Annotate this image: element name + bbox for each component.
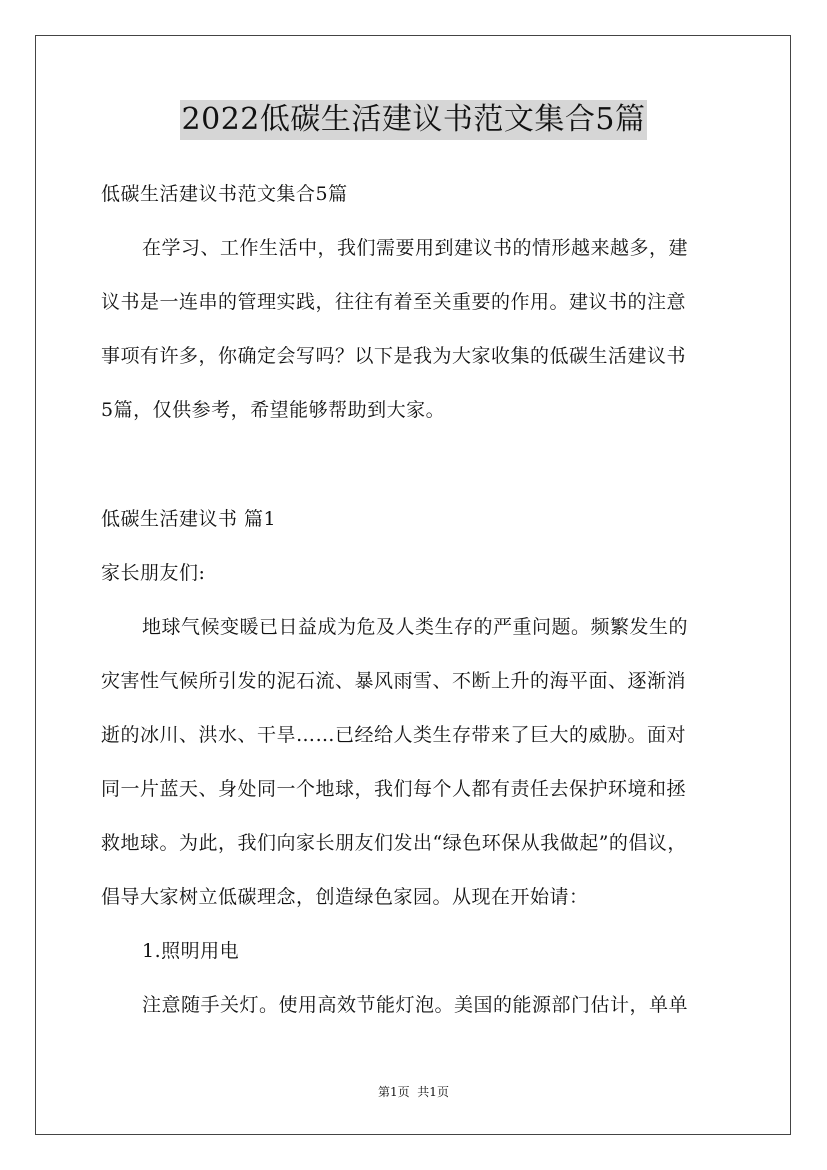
salutation: 家长朋友们: [101, 562, 206, 584]
paragraph-line: 注意随手关灯。使用高效节能灯泡。美国的能源部门估计，单单 [142, 994, 689, 1016]
paragraph-line: 事项有许多，你确定会写吗？以下是我为大家收集的低碳生活建议书 [101, 345, 687, 367]
paragraph-line: 灾害性气候所引发的泥石流、暴风雨雪、不断上升的海平面、逐渐消 [101, 670, 687, 692]
paragraph-line: 地球气候变暖已日益成为危及人类生存的严重问题。频繁发生的 [142, 616, 689, 638]
paragraph-line: 逝的冰川、洪水、干旱……已经给人类生存带来了巨大的威胁。面对 [101, 724, 687, 746]
paragraph-line: 议书是一连串的管理实践，往往有着至关重要的作用。建议书的注意 [101, 291, 687, 313]
paragraph-line: 救地球。为此，我们向家长朋友们发出“绿色环保从我做起”的倡议， [101, 832, 687, 854]
list-heading: 1.照明用电 [142, 940, 240, 962]
subtitle-line: 低碳生活建议书范文集合5篇 [101, 183, 348, 205]
paragraph-line: 倡导大家树立低碳理念，创造绿色家园。从现在开始请： [101, 886, 589, 908]
page-footer: 第1页 共1页 [378, 1085, 449, 1099]
paragraph-line: 5篇，仅供参考，希望能够帮助到大家。 [101, 399, 446, 421]
title-container [0, 100, 827, 140]
document-title: 2022低碳生活建议书范文集合5篇 [180, 100, 648, 140]
section-heading: 低碳生活建议书 篇1 [101, 508, 277, 530]
paragraph-line: 同一片蓝天、身处同一个地球，我们每个人都有责任去保护环境和拯 [101, 778, 687, 800]
paragraph-line: 在学习、工作生活中，我们需要用到建议书的情形越来越多，建 [142, 237, 689, 259]
